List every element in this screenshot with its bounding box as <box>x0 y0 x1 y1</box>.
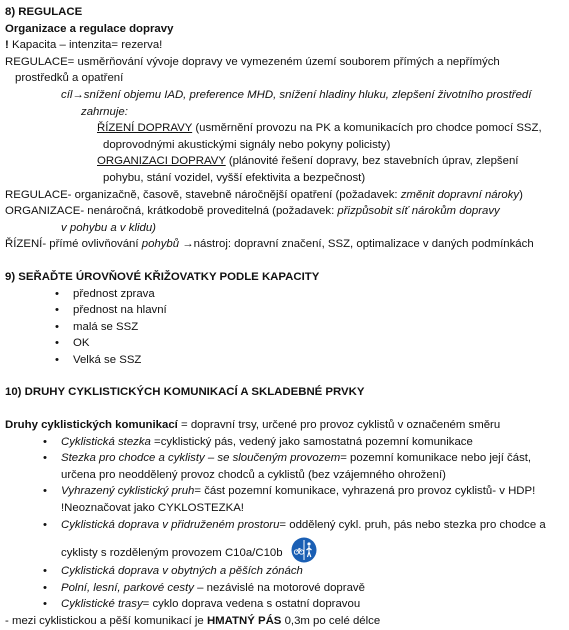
regulation-summary <box>5 187 565 204</box>
c10a-cycle-pedestrian-sign-icon <box>291 537 317 563</box>
regulation-def-1: REGULACE= usměrňování vývoje dopravy ve vymezeném území souborem přímých a nepřímých <box>5 55 500 68</box>
tactile-strip-line <box>5 613 565 630</box>
item-text: = pozemní komunikace nebo její část, <box>340 452 532 465</box>
capacity-text: Kapacita – intenzita= rezerva! <box>11 39 163 52</box>
item-term: Cyklistická stezka <box>61 435 151 448</box>
control-summary-italic: pohybů <box>141 238 180 251</box>
section-9-heading: 9) SEŘAĎTE ÚROVŇOVÉ KŘIŽOVATKY PODLE KAPACITY <box>5 270 320 283</box>
cycling-intro-text: = dopravní trsy, určené pro provoz cyklistů v označeném směru <box>177 419 501 432</box>
item-term: Vyhrazený cyklistický pruh <box>61 485 195 498</box>
list-item-continuation: !Neoznačovat jako CYKLOSTEZKA! <box>61 502 244 515</box>
regulation-summary-text: REGULACE- organizačně, časově, stavebně náročnější opatření (požadavek: <box>5 188 401 201</box>
item-text: cyklisty s rozděleným provozem C10a/C10b <box>61 546 283 559</box>
item-term: Cyklistické trasy <box>61 598 143 611</box>
traffic-control-line-2: doprovodnými akustickými signály nebo pokyny policisty) <box>103 138 391 151</box>
control-summary-text: ŘÍZENÍ- přímé ovlivňování <box>5 238 142 251</box>
intersection-list <box>5 286 565 369</box>
item-text: = část pozemní komunikace, vyhrazená pro provoz cyklistů- v HDP! <box>194 485 536 498</box>
item-term: Stezka pro chodce a cyklisty – se sloučeným provozem <box>61 452 341 465</box>
cycling-types-list <box>5 434 565 613</box>
section-10-heading: 10) DRUHY CYKLISTICKÝCH KOMUNIKACÍ A SKLADEBNÉ PRVKY <box>5 386 365 399</box>
regulation-summary-end: ) <box>519 188 523 201</box>
item-term: Polní, lesní, parkové cesty <box>61 581 194 594</box>
organization-summary-text: ORGANIZACE- nenáročná, krátkodobě proveditelná (požadavek: <box>5 205 338 218</box>
list-item: • malá se SSZ <box>73 319 565 336</box>
traffic-organization-desc: (plánovité řešení dopravy, bez stavebních úprav, zlepšení <box>225 155 519 168</box>
tactile-strip-term: HMATNÝ PÁS <box>206 615 282 627</box>
control-summary-end: →nástroj: dopravní značení, SSZ, optimalizace v daných podmínkách <box>179 238 534 251</box>
list-item-continuation <box>61 543 565 563</box>
list-item <box>61 596 565 613</box>
list-item <box>61 563 565 580</box>
list-item <box>61 483 565 500</box>
regulation-def-2: prostředků a opatření <box>15 72 124 85</box>
item-term: Cyklistická doprava v obytných a pěších zónách <box>61 565 303 578</box>
organization-summary <box>5 203 565 220</box>
spacer <box>5 368 565 384</box>
traffic-control-line <box>5 120 565 137</box>
includes-line: zahrnuje: <box>81 105 128 118</box>
control-summary <box>5 236 565 253</box>
organization-summary-2: v pohybu a v klidu) <box>61 221 156 234</box>
traffic-control-desc: (usměrnění provozu na PK a komunikacích pro chodce pomocí SSZ, <box>192 122 542 135</box>
list-item: • přednost zprava <box>73 286 565 303</box>
exclamation-mark: ! <box>5 39 12 52</box>
list-item: • Velká se SSZ <box>73 352 565 369</box>
tactile-strip-end: 0,3m po celé délce <box>281 615 381 627</box>
item-text: = cyklo doprava vedena s ostatní dopravou <box>142 598 361 611</box>
organization-summary-italic: přizpůsobit síť nárokům dopravy <box>337 205 500 218</box>
list-item-continuation: určena pro neoddělený provoz chodců a cyklistů (bez vzájemného ohrožení) <box>61 468 446 481</box>
list-item <box>61 580 565 597</box>
item-text: = oddělený cykl. pruh, pás nebo stezka pro chodce a <box>279 518 546 531</box>
item-text: – nezávislé na motorové dopravě <box>193 581 365 594</box>
list-item <box>61 434 565 451</box>
item-term: Cyklistická doprava v přidruženém prostoru <box>61 518 280 531</box>
list-item: • přednost na hlavní <box>73 302 565 319</box>
list-item: • OK <box>73 335 565 352</box>
traffic-organization-line-2: pohybu, stání vozidel, vyšší efektivita a bezpečnost) <box>103 171 366 184</box>
spacer <box>5 253 565 269</box>
item-text: =cyklistický pás, vedený jako samostatná pozemní komunikace <box>150 435 473 448</box>
traffic-control-term: ŘÍZENÍ DOPRAVY <box>97 122 193 135</box>
cycling-intro <box>5 417 565 434</box>
spacer <box>5 401 565 417</box>
list-item <box>61 450 565 467</box>
goal-line: cíl→snížení objemu IAD, preference MHD, snížení hladiny hluku, zlepšení životního prostředí <box>61 88 532 101</box>
traffic-organization-line <box>5 153 565 170</box>
regulation-summary-italic: změnit dopravní nároky <box>400 188 520 201</box>
list-item <box>61 517 565 534</box>
traffic-organization-term: ORGANIZACI DOPRAVY <box>97 155 226 168</box>
cycling-intro-term: Druhy cyklistických komunikací <box>5 419 178 432</box>
capacity-line <box>5 37 565 54</box>
tactile-strip-text: - mezi cyklistickou a pěší komunikací je <box>5 615 207 627</box>
section-8-subheading: Organizace a regulace dopravy <box>5 22 174 35</box>
section-8-heading: 8) REGULACE <box>5 6 83 18</box>
